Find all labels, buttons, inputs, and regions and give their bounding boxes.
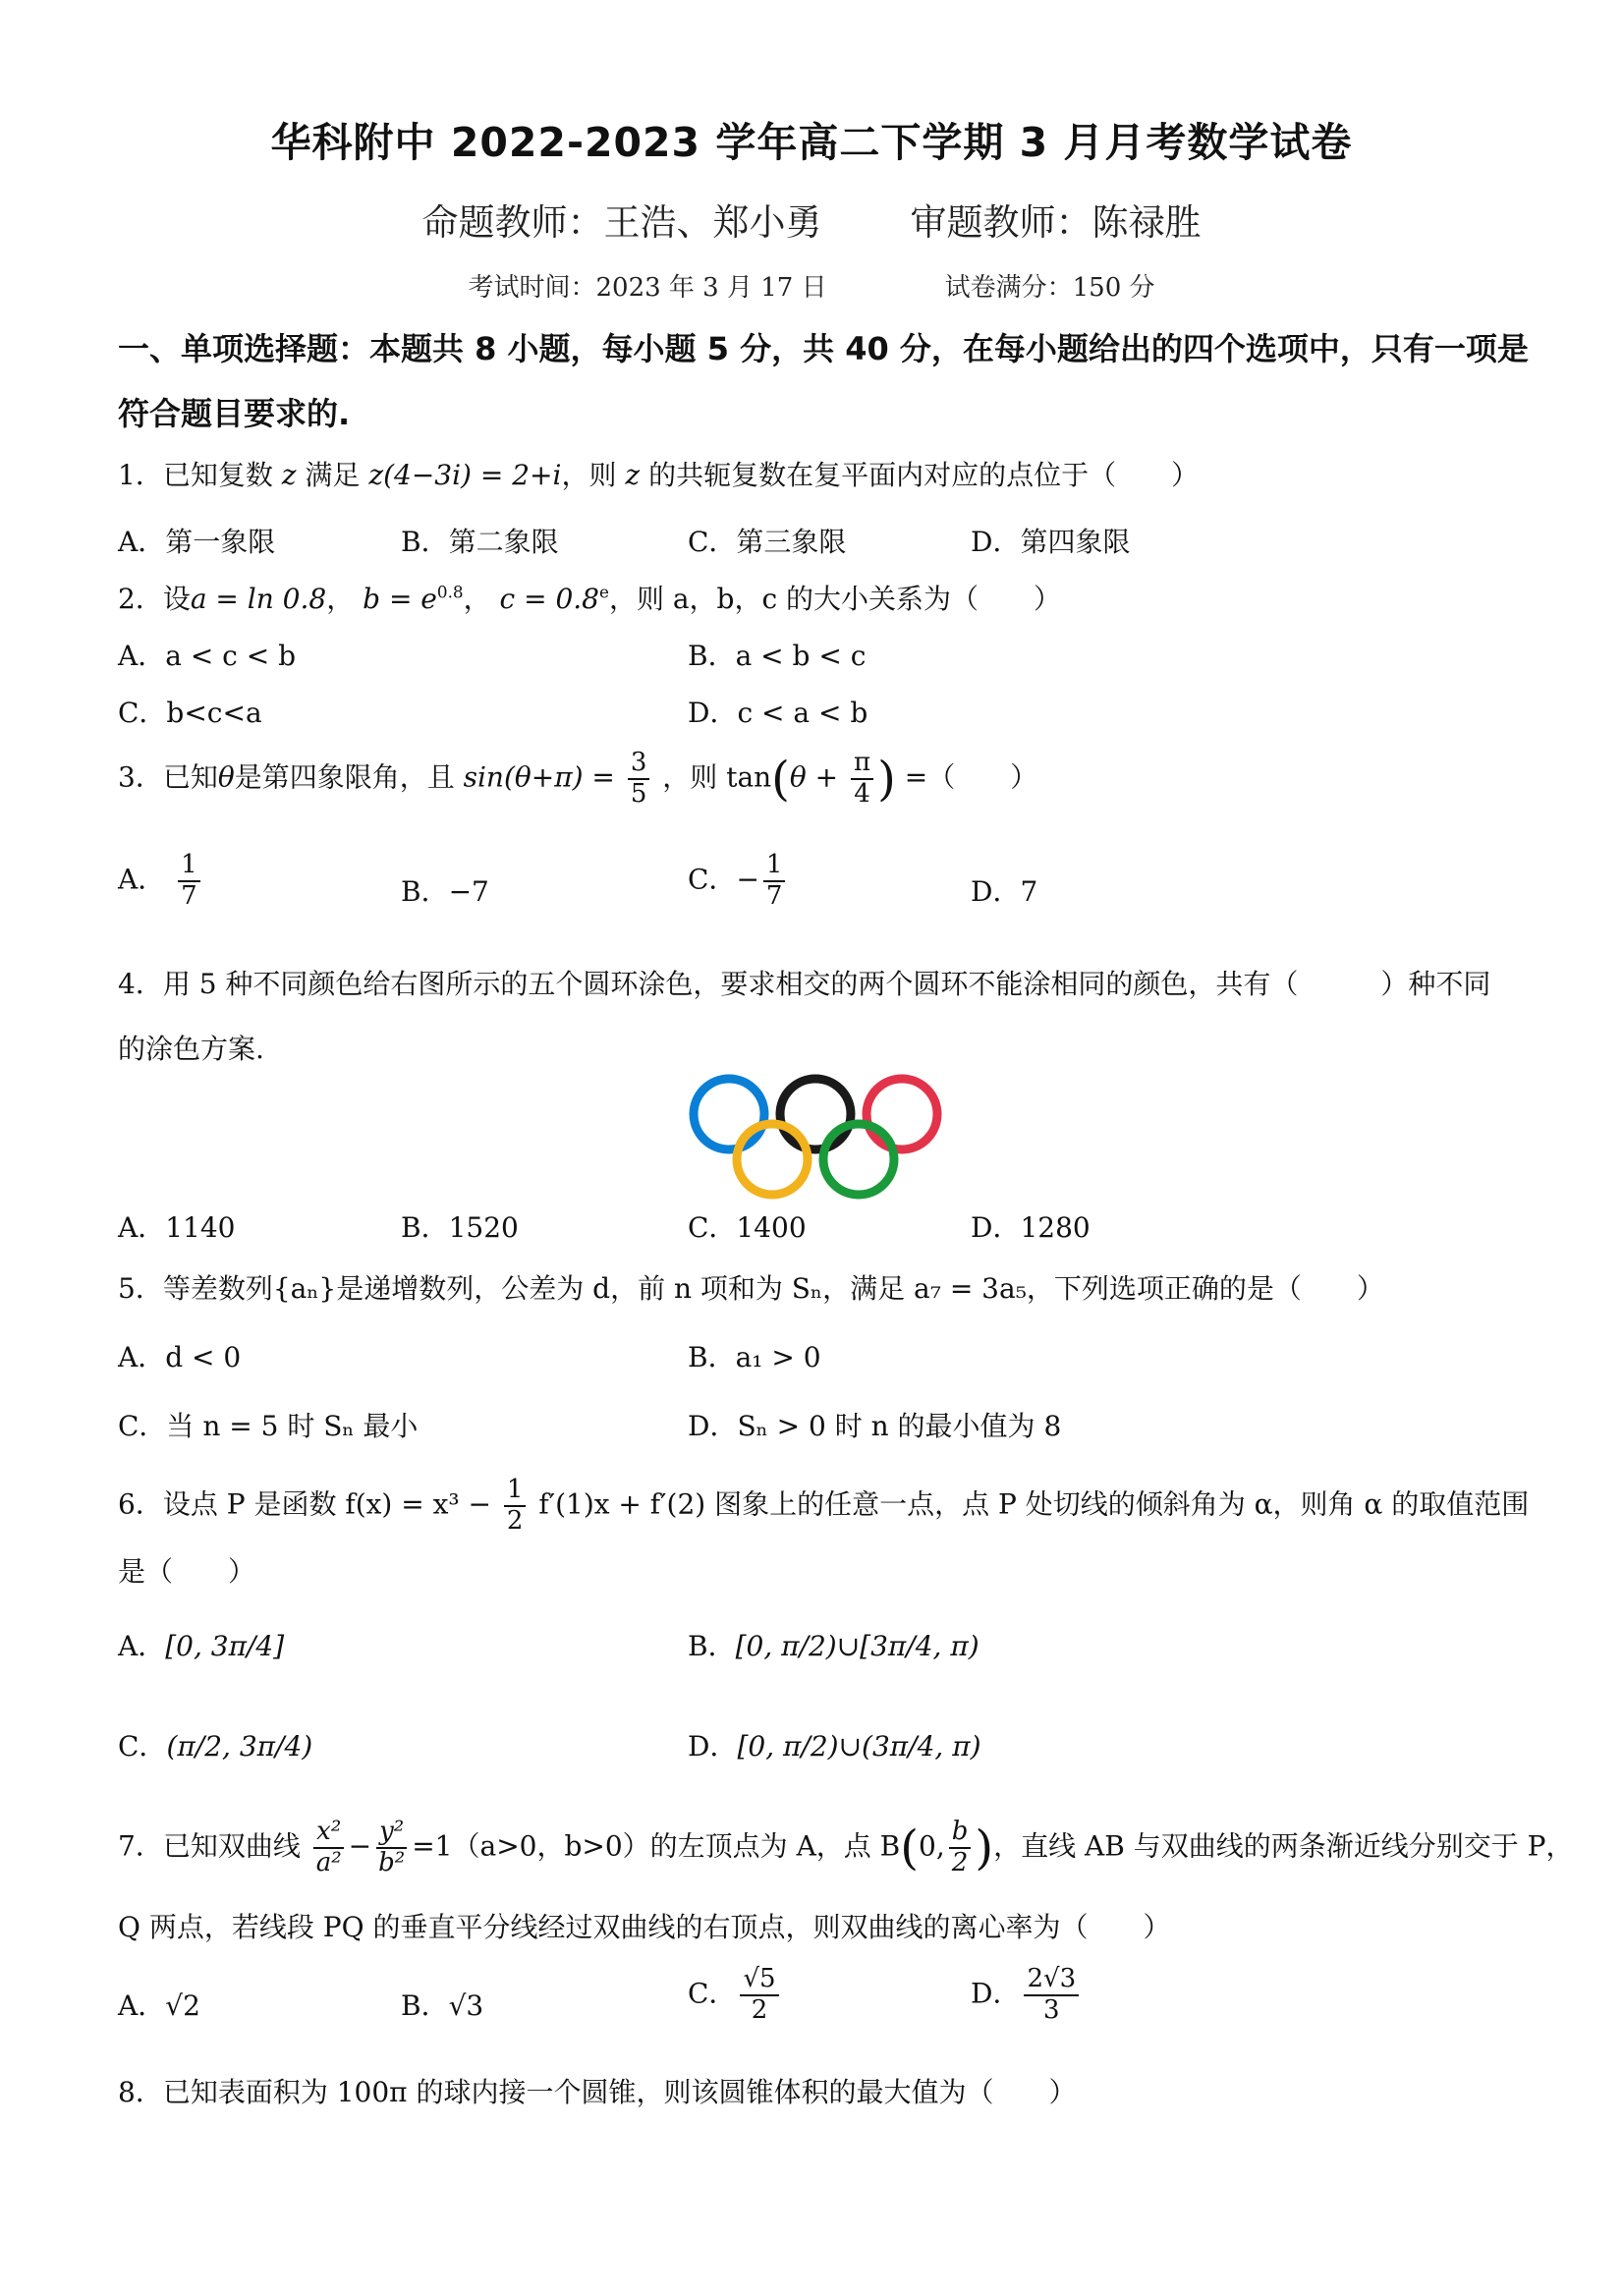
ring-blue (694, 1079, 764, 1149)
q7-option-a: A．√2 (118, 1989, 200, 2022)
exam-time: 考试时间：2023 年 3 月 17 日 (468, 273, 827, 303)
ring-yellow (737, 1124, 808, 1195)
q2-option-b: B．a < b < c (688, 640, 867, 672)
section-heading: 一、单项选择题：本题共 8 小题，每小题 5 分，共 40 分，在每小题给出的四个选项中，只有一项是符合题目要求的. (118, 330, 1529, 432)
q3-option-c: C．− $\frac{1}{7}$ (688, 851, 789, 912)
question-4-line-2: 的涂色方案. (118, 1033, 264, 1065)
q6-option-b: B．[0, π/2)∪[3π/4, π) (688, 1630, 979, 1662)
question-2: 2．设a = ln 0.8， $b = e^{0.8}$， c = 0.8$^e$，则 a，b，c 的大小关系为（ ） (118, 582, 1062, 615)
q6-option-d: D．[0, π/2)∪(3π/4, π) (688, 1730, 981, 1763)
q7-option-c: C． $\frac{√5}{2}$ (688, 1965, 783, 2026)
q1-option-b: B．第二象限 (401, 526, 559, 558)
q5-option-b: B．a₁ > 0 (688, 1341, 821, 1373)
question-4-line-1: 4．用 5 种不同颜色给右图所示的五个圆环涂色，要求相交的两个圆环不能涂相同的颜色，共有（ ）种不同 (118, 968, 1491, 1000)
question-1: 1．已知复数 z 满足 z(4−3i) = 2+i，则 z 的共轭复数在复平面内对应的点位于（ ） (118, 459, 1200, 491)
question-3: 3．已知θ是第四象限角，且 sin(θ+π) = $\frac{3}{5}$ ，则 tan(θ + $\frac{\pi}{4}$ ) =（ ） (118, 748, 1038, 809)
q4-option-a: A．1140 (118, 1211, 236, 1244)
question-7-line-1: 7．已知双曲线 $\frac{\text{x²}}{\text{a²}}$ − $\frac{\text{y²}}{\text{b²}}$ =1（a>0，b>0）的左顶点为 A，点 B(0, $\frac{b}{2}$ )，直线 AB 与双曲线的两条渐近线分别交于 P， (118, 1817, 1574, 1877)
q1-option-a: A．第一象限 (118, 526, 276, 558)
q5-option-d: D．Sₙ > 0 时 n 的最小值为 8 (688, 1410, 1062, 1442)
reviewer: 审题教师：陈禄胜 (910, 201, 1202, 244)
q4-option-b: B．1520 (401, 1211, 519, 1244)
ring-black (780, 1079, 851, 1149)
q3-sin-fraction: $\frac{3}{5}$ (628, 749, 650, 810)
q7-option-d: D． $\frac{2√3}{3}$ (971, 1965, 1083, 2026)
q2-option-c: C．b<c<a (118, 697, 262, 729)
q6-option-a: A．[0, 3π/4] (118, 1630, 285, 1662)
question-6-line-2: 是（ ） (118, 1555, 256, 1588)
olympic-rings-figure (688, 1071, 943, 1203)
ring-red (867, 1079, 937, 1149)
question-7-line-2: Q 两点，若线段 PQ 的垂直平分线经过双曲线的右顶点，则双曲线的离心率为（ ） (118, 1911, 1171, 1943)
q5-option-c: C．当 n = 5 时 Sₙ 最小 (118, 1410, 419, 1442)
q3-option-a: A． $\frac{1}{7}$ (118, 851, 204, 912)
q7-option-b: B．√3 (401, 1989, 484, 2022)
q3-option-b: B．−7 (401, 875, 489, 908)
q1-option-d: D．第四象限 (971, 526, 1131, 558)
q3-pi-fraction: $\frac{\pi}{4}$ (851, 749, 873, 810)
question-5: 5．等差数列{aₙ}是递增数列，公差为 d，前 n 项和为 Sₙ，满足 a₇ = 3a₅，下列选项正确的是（ ） (118, 1272, 1384, 1305)
q2-option-a: A．a < c < b (118, 640, 297, 672)
q4-option-c: C．1400 (688, 1211, 807, 1244)
full-score: 试卷满分：150 分 (944, 273, 1155, 303)
exam-title: 华科附中 2022-2023 学年高二下学期 3 月月考数学试卷 (270, 119, 1353, 166)
ring-green (823, 1124, 894, 1195)
question-8: 8．已知表面积为 100π 的球内接一个圆锥，则该圆锥体积的最大值为（ ） (118, 2076, 1077, 2108)
q4-option-d: D．1280 (971, 1211, 1091, 1244)
q2-option-d: D．c < a < b (688, 697, 868, 729)
q6-option-c: C．(π/2, 3π/4) (118, 1730, 313, 1763)
teacher-line (0, 193, 1623, 246)
q1-option-c: C．第三象限 (688, 526, 847, 558)
question-6-line-1: 6．设点 P 是函数 f(x) = x³ − $\frac{1}{2}$ f′(1)x + f′(2) 图象上的任意一点，点 P 处切线的倾斜角为 α，则角 α 的取值范围 (118, 1475, 1530, 1536)
proposers: 命题教师：王浩、郑小勇 (421, 201, 822, 244)
q3-option-d: D．7 (971, 875, 1038, 908)
exam-meta (0, 267, 1623, 304)
q5-option-a: A．d < 0 (118, 1341, 242, 1373)
q1-equation: z(4−3i) = 2+i (368, 459, 562, 491)
